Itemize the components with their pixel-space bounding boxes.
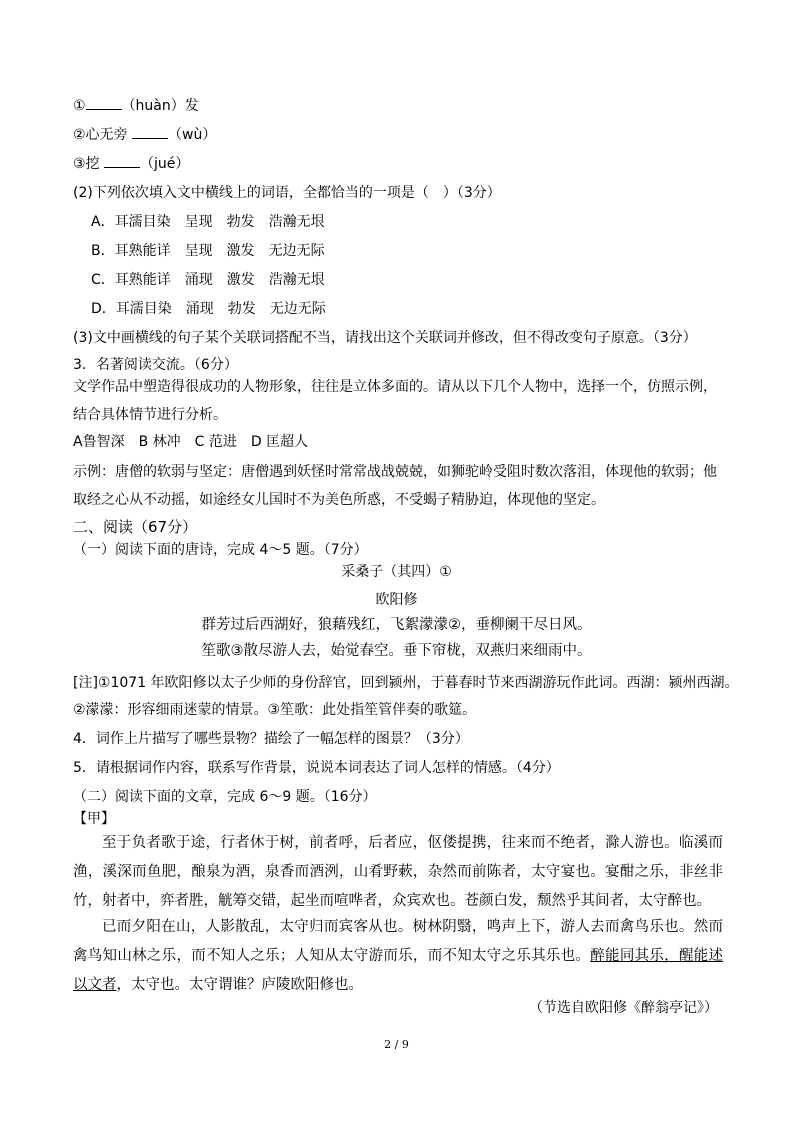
passage-source: （节选自欧阳修《醉翁亭记》） xyxy=(529,1000,718,1016)
mingzhu-example-line1: 示例：唐僧的软弱与坚定：唐僧遇到妖怪时常常战战兢兢，如狮驼岭受阻时数次落泪，体现他的软弱；他 xyxy=(73,464,717,480)
underlined-sentence: 醉能同其乐，醒能述以文者 xyxy=(73,948,723,993)
q1-item2 xyxy=(73,125,216,145)
q1-item1 xyxy=(73,96,199,116)
passage-label-jia: 【甲】 xyxy=(73,811,115,827)
q2-option-a: A．耳濡目染 呈现 勃发 浩瀚无垠 xyxy=(91,214,325,230)
q1-item2-pinyin: （wù） xyxy=(168,127,217,143)
poem-line-2: 笙歌③散尽游人去，始觉春空。垂下帘栊，双燕归来细雨中。 xyxy=(201,643,592,659)
mingzhu-example-line2: 取经之心从不动摇，如途经女儿国时不为美色所惑，不受蝎子精胁迫，体现他的坚定。 xyxy=(73,492,605,508)
question-4: 4．词作上片描写了哪些景物？描绘了一幅怎样的图景？（3分） xyxy=(73,731,469,747)
poem-author: 欧阳修 xyxy=(375,592,418,608)
part2-title: （二）阅读下面的文章，完成 6～9 题。（16分） xyxy=(73,789,377,805)
mingzhu-title: 3．名著阅读交流。（6分） xyxy=(73,357,238,373)
paragraph-2-text-b: ，太守也。太守谓谁？庐陵欧阳修也。 xyxy=(116,977,363,993)
q2-stem: (2)下列依次填入文中横线上的词语，全都恰当的一项是（ ）（3分） xyxy=(73,185,501,201)
q1-item2-word: ②心无旁 xyxy=(73,127,128,143)
part1-title: （一）阅读下面的唐诗，完成 4～5 题。（7分） xyxy=(73,542,368,558)
answer-blank-2[interactable] xyxy=(132,125,168,139)
q1-item3 xyxy=(73,154,189,174)
q1-item1-pinyin: （huàn）发 xyxy=(121,98,199,114)
poem-line-1: 群芳过后西湖好，狼藉残红，飞絮濛濛②，垂柳阑干尽日风。 xyxy=(201,617,592,633)
q1-item1-number: ① xyxy=(73,98,86,114)
q2-option-b: B．耳熟能详 呈现 激发 无边无际 xyxy=(91,243,325,259)
poem-note-1: [注]①1071 年欧阳修以太子少师的身份辞官，回到颍州，于暮春时节来西湖游玩作此词。西湖：颍州西湖。 xyxy=(73,675,739,691)
mingzhu-text-line2: 结合具体情节进行分析。 xyxy=(73,407,227,423)
q2-option-d: D．耳濡目染 涌现 勃发 无边无际 xyxy=(91,301,326,317)
q1-item3-pinyin: （jué） xyxy=(140,156,190,172)
mingzhu-choices: A鲁智深 B 林冲 C 范进 D 匡超人 xyxy=(73,434,309,450)
answer-blank-3[interactable] xyxy=(104,154,140,168)
answer-blank-1[interactable] xyxy=(86,96,122,110)
section-reading-title: 二、阅读（67分） xyxy=(73,518,198,536)
paragraph-2-text-a: 已而夕阳在山，人影散乱，太守归而宾客从也。树林阴翳，鸣声上下，游人去而禽鸟乐也。然而禽鸟知山林之乐，而不知人之乐；人知从太守游而乐，而不知太守之乐其乐也。 xyxy=(73,919,723,964)
poem-title: 采桑子（其四）① xyxy=(341,564,452,580)
mingzhu-text-line1: 文学作品中塑造得很成功的人物形象，往往是立体多面的。请从以下几个人物中，选择一个，仿照示例， xyxy=(73,379,717,395)
question-5: 5．请根据词作内容，联系写作背景，说说本词表达了词人怎样的情感。（4分） xyxy=(73,760,560,776)
passage-paragraph-2 xyxy=(73,913,723,1000)
q3-stem: (3)文中画横线的句子某个关联词搭配不当，请找出这个关联词并修改，但不得改变句子原意。（3分） xyxy=(73,330,697,346)
q2-option-c: C．耳熟能详 涌现 激发 浩瀚无垠 xyxy=(91,272,325,288)
q1-item3-word: ③挖 xyxy=(73,156,100,172)
poem-note-2: ②濛濛：形容细雨迷蒙的情景。③笙歌：此处指笙管伴奏的歌筵。 xyxy=(73,702,477,718)
passage-paragraph-1: 至于负者歌于途，行者休于树，前者呼，后者应，伛偻提携，往来而不绝者，滁人游也。临溪而渔，溪深而鱼肥，酿泉为酒，泉香而酒洌，山肴野蔌，杂然而前陈者，太守宴也。宴酣之乐，非丝非竹，射者中，弈者胜，觥筹交错，起坐而喧哗者，众宾欢也。苍颜白发，颓然乎其间者，太守醉也。 xyxy=(73,835,723,909)
page-number: 2 / 9 xyxy=(384,1038,409,1051)
